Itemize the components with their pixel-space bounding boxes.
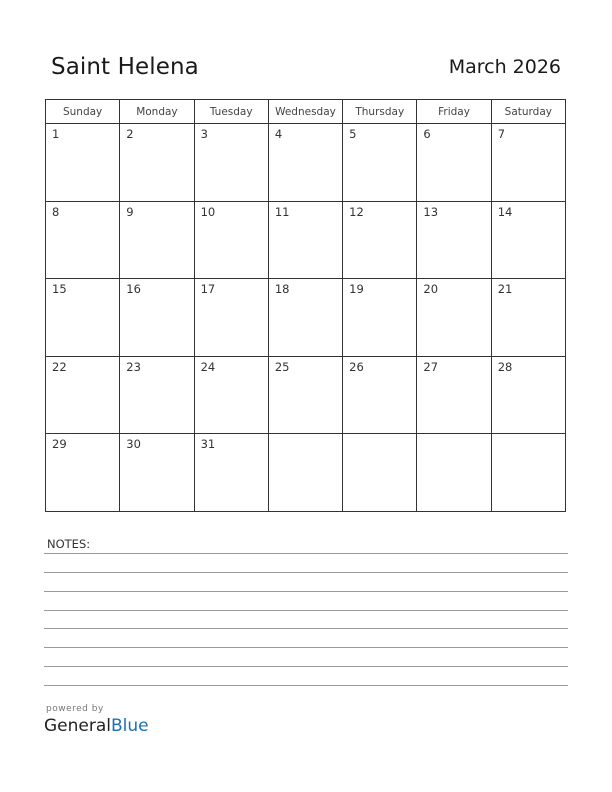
day-number: 26 xyxy=(349,359,364,374)
notes-line xyxy=(44,647,568,648)
day-number: 3 xyxy=(200,127,208,141)
day-number: 25 xyxy=(274,359,290,374)
day-cell xyxy=(417,356,491,434)
week-row xyxy=(46,356,566,434)
day-cell xyxy=(343,201,417,279)
weekday-monday: Monday xyxy=(120,100,194,124)
week-row xyxy=(46,434,566,512)
day-cell xyxy=(46,201,120,279)
day-number: 21 xyxy=(497,282,513,297)
day-cell xyxy=(46,124,120,202)
notes-line xyxy=(44,685,568,686)
day-number: 28 xyxy=(497,359,513,374)
day-cell xyxy=(491,434,565,512)
calendar-country-title: Saint Helena xyxy=(51,54,199,80)
day-number: 4 xyxy=(274,127,283,141)
day-cell xyxy=(268,279,342,357)
day-cell xyxy=(417,279,491,357)
notes-label: NOTES: xyxy=(47,537,91,551)
day-cell xyxy=(417,201,491,279)
day-number: 12 xyxy=(349,204,364,219)
weekday-saturday: Saturday xyxy=(491,100,565,124)
day-number: 7 xyxy=(497,127,506,141)
day-number: 29 xyxy=(52,437,67,452)
day-number: 22 xyxy=(52,359,67,374)
day-number: 16 xyxy=(126,282,141,297)
day-number: 10 xyxy=(200,204,216,219)
day-cell xyxy=(268,124,342,202)
notes-line xyxy=(44,610,568,611)
day-number: 9 xyxy=(126,204,134,219)
day-cell xyxy=(343,124,417,202)
day-cell xyxy=(120,124,194,202)
day-cell xyxy=(194,434,268,512)
day-cell xyxy=(120,201,194,279)
weekday-friday: Friday xyxy=(417,100,491,124)
day-cell xyxy=(46,279,120,357)
day-cell xyxy=(194,124,268,202)
generalblue-logo[interactable] xyxy=(44,716,149,736)
day-cell xyxy=(417,124,491,202)
day-number xyxy=(269,434,342,437)
logo-text-general: General xyxy=(44,716,111,736)
day-number: 18 xyxy=(274,282,290,297)
day-number: 20 xyxy=(423,282,439,297)
day-cell xyxy=(491,201,565,279)
weekday-tuesday: Tuesday xyxy=(194,100,268,124)
day-number: 15 xyxy=(52,282,67,297)
day-cell xyxy=(194,356,268,434)
notes-line xyxy=(44,591,568,592)
month-calendar-grid xyxy=(45,99,566,512)
day-cell xyxy=(491,279,565,357)
day-cell xyxy=(491,124,565,202)
week-row xyxy=(46,201,566,279)
notes-line xyxy=(44,553,568,554)
day-number: 23 xyxy=(126,359,141,374)
day-cell xyxy=(343,356,417,434)
weekday-wednesday: Wednesday xyxy=(268,100,342,124)
logo-text-blue: Blue xyxy=(111,716,149,736)
notes-line xyxy=(44,572,568,573)
week-row xyxy=(46,279,566,357)
day-number: 11 xyxy=(274,204,290,219)
day-cell xyxy=(194,201,268,279)
weekday-header-row xyxy=(46,100,566,124)
powered-by-text: powered by xyxy=(46,704,104,714)
day-number xyxy=(343,434,416,437)
day-cell xyxy=(268,201,342,279)
day-cell xyxy=(491,356,565,434)
day-number: 31 xyxy=(200,437,216,452)
day-number: 5 xyxy=(349,127,357,141)
notes-line xyxy=(44,666,568,667)
day-cell xyxy=(417,434,491,512)
day-number: 27 xyxy=(423,359,439,374)
week-row xyxy=(46,124,566,202)
day-cell xyxy=(343,279,417,357)
day-cell xyxy=(120,434,194,512)
day-number: 13 xyxy=(423,204,439,219)
day-number: 17 xyxy=(200,282,216,297)
day-number: 30 xyxy=(126,437,141,452)
day-number: 2 xyxy=(126,127,134,141)
weekday-sunday: Sunday xyxy=(46,100,120,124)
day-number: 8 xyxy=(52,204,60,219)
day-cell xyxy=(46,356,120,434)
notes-line xyxy=(44,628,568,629)
day-cell xyxy=(268,356,342,434)
day-number xyxy=(492,434,565,437)
day-number: 14 xyxy=(497,204,513,219)
day-number: 6 xyxy=(423,127,431,141)
weekday-thursday: Thursday xyxy=(343,100,417,124)
day-number: 19 xyxy=(349,282,364,297)
calendar-month-title: March 2026 xyxy=(448,56,561,78)
day-cell xyxy=(120,356,194,434)
day-number: 24 xyxy=(200,359,216,374)
day-cell xyxy=(194,279,268,357)
day-cell xyxy=(46,434,120,512)
day-number xyxy=(417,434,490,437)
day-cell xyxy=(343,434,417,512)
day-cell xyxy=(268,434,342,512)
day-number: 1 xyxy=(52,127,60,141)
day-cell xyxy=(120,279,194,357)
